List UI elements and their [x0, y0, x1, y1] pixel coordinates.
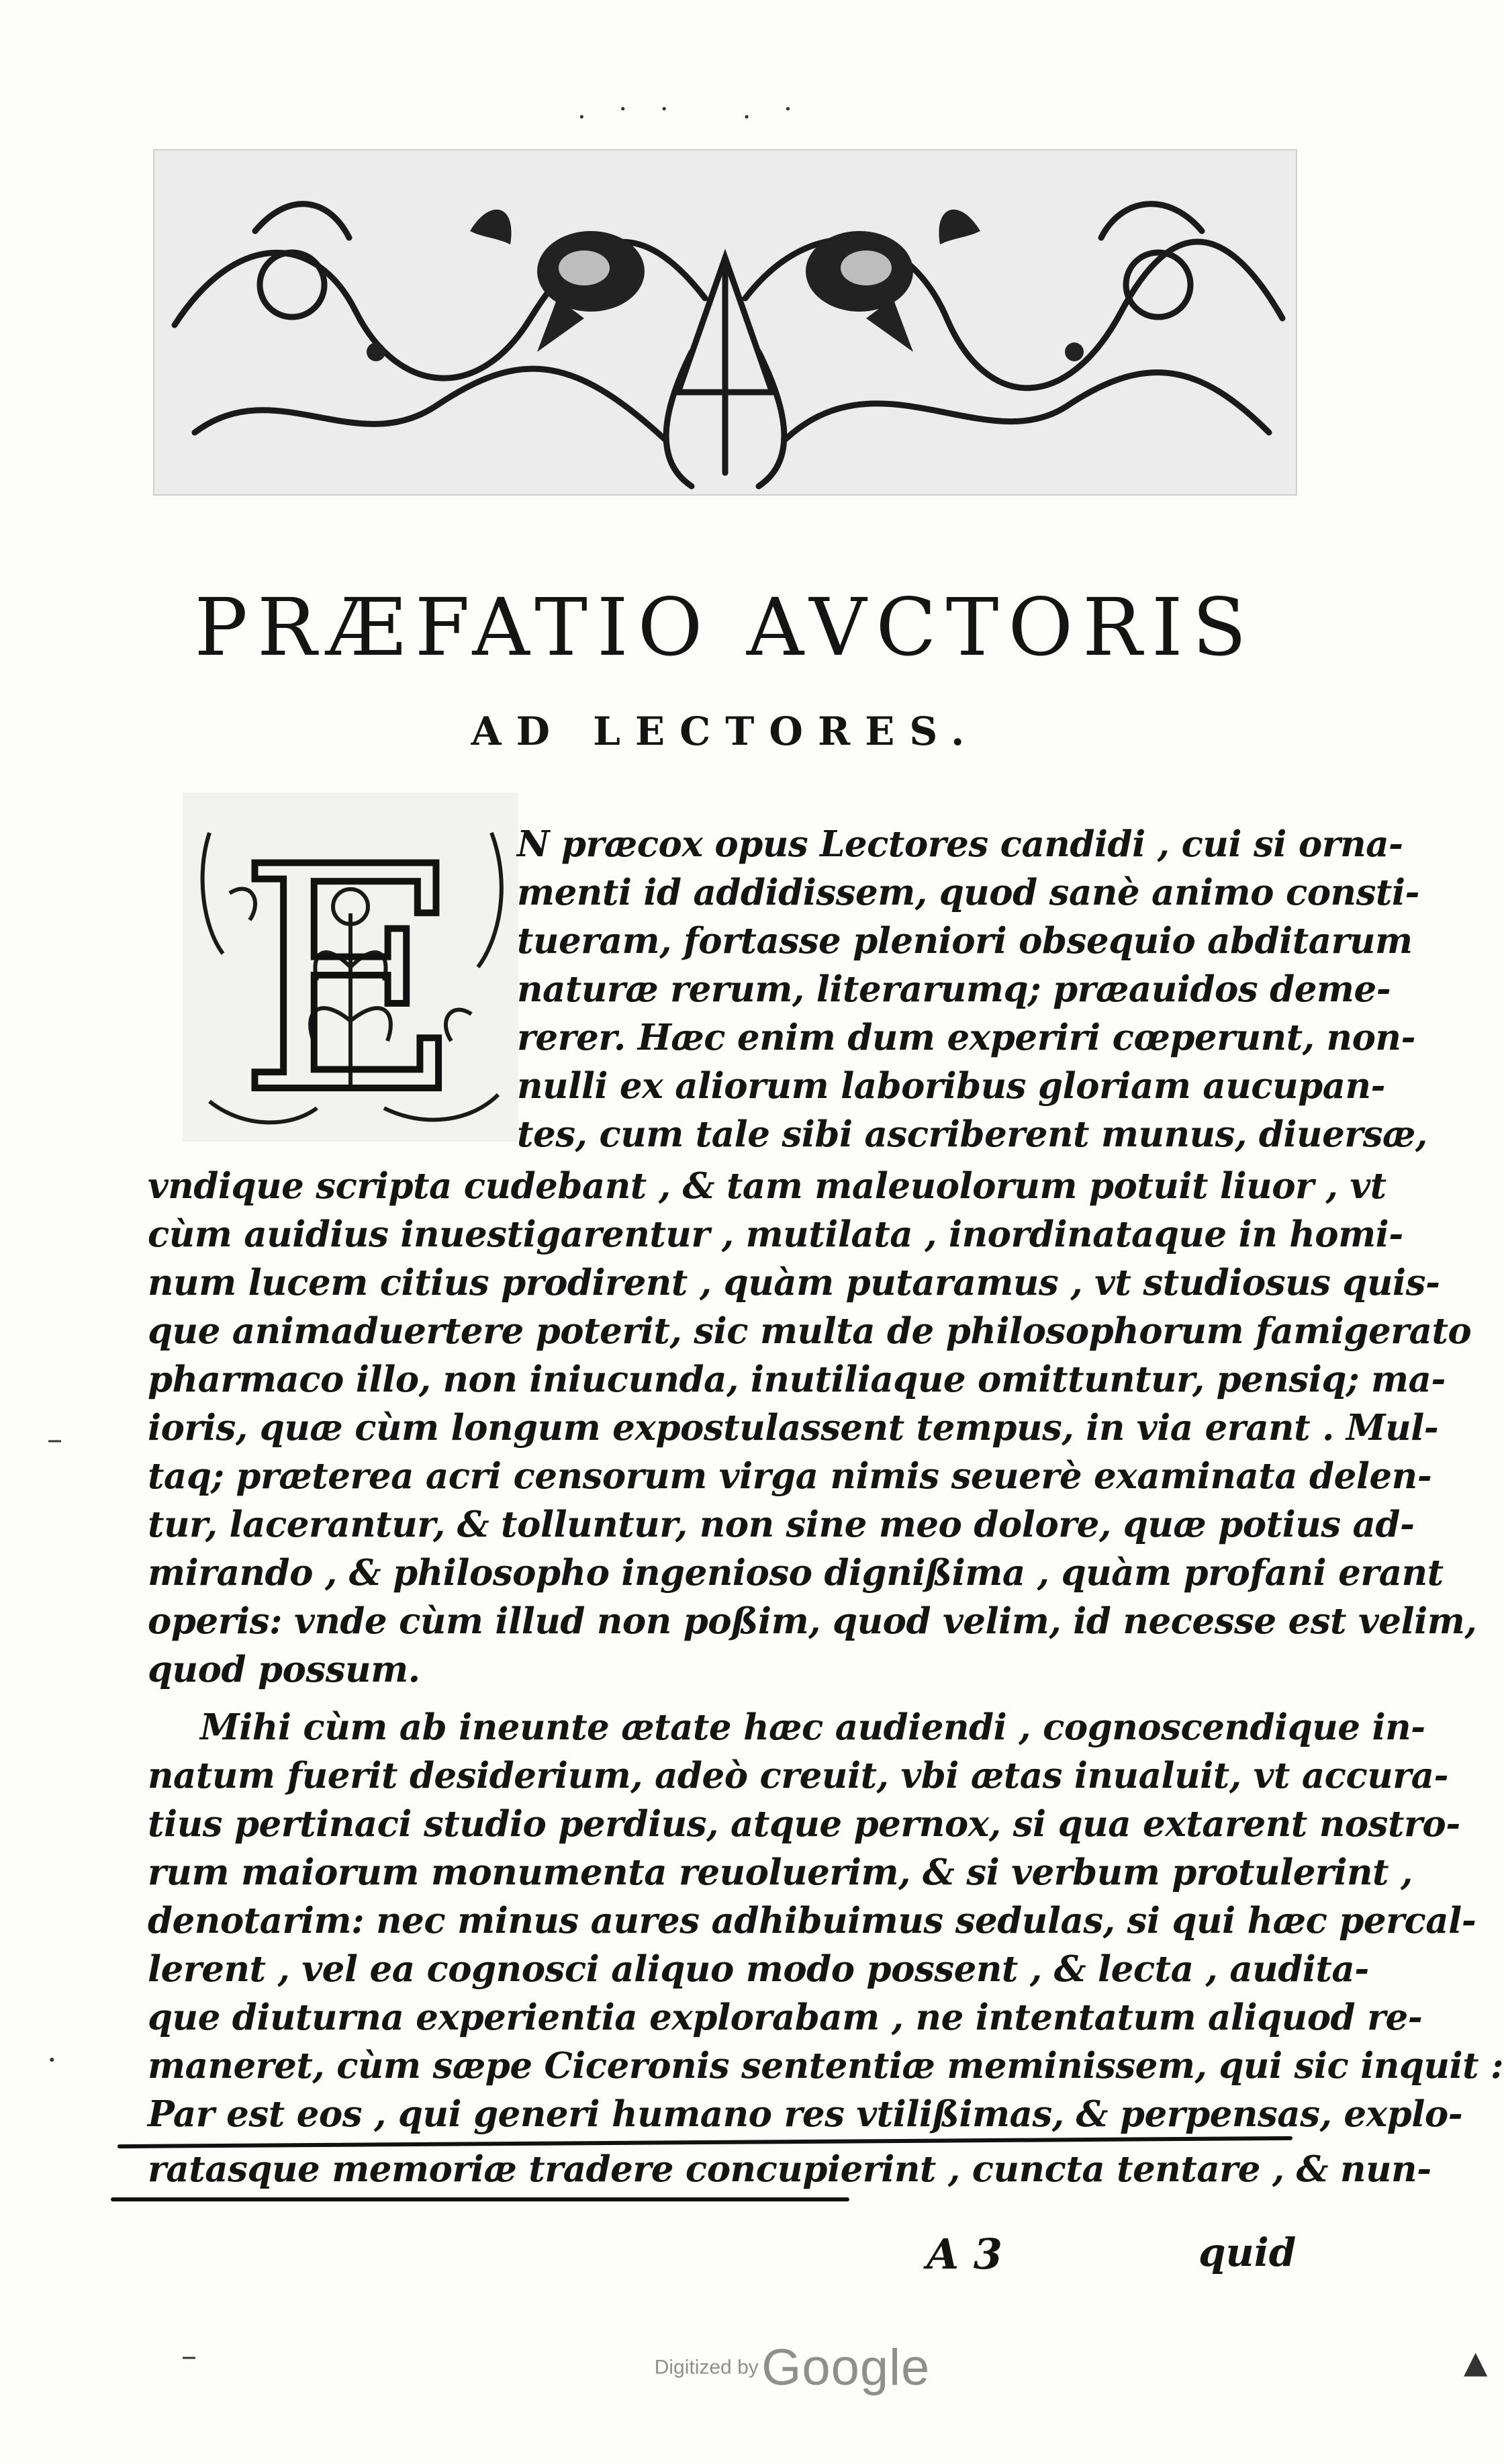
- text-line: Par est eos , qui generi humano res vtilißimas, & perpensas, explo-: [148, 2093, 1463, 2135]
- print-specks: . · · . ·: [577, 94, 804, 125]
- text-line: ratasque memoriæ tradere concupierint , cuncta tentare , & nun-: [148, 2148, 1431, 2190]
- text-line: que animaduertere poterit, sic multa de philosophorum famigerato: [148, 1310, 1472, 1352]
- decorated-initial: [183, 792, 518, 1142]
- text-line: taq; præterea acri censorum virga nimis seuerè examinata delen-: [148, 1455, 1432, 1497]
- text-line: tur, lacerantur, & tolluntur, non sine meo dolore, quæ potius ad-: [148, 1504, 1415, 1545]
- watermark-brand: Google: [761, 2339, 931, 2396]
- text-line: quod possum.: [148, 1649, 420, 1690]
- text-line: tius pertinaci studio perdius, atque pernox, si qua extarent nostro-: [148, 1803, 1460, 1845]
- text-line: num lucem citius prodirent , quàm putaramus , vt studiosus quis-: [148, 1262, 1440, 1304]
- text-line: maneret, cùm sæpe Ciceronis sententiæ meminissem, qui sic inquit :: [148, 2045, 1504, 2087]
- signature-mark: A 3: [927, 2230, 1002, 2279]
- text-line: vndique scripta cudebant , & tam maleuolorum potuit liuor , vt: [148, 1165, 1386, 1207]
- text-line: pharmaco illo, non iniucunda, inutiliaque omittuntur, pensiq; ma-: [148, 1359, 1446, 1400]
- text-line: nulli ex aliorum laboribus gloriam aucupan-: [517, 1065, 1386, 1107]
- handwritten-underline: [117, 2136, 1292, 2148]
- text-line: tueram, fortasse pleniori obsequio abditarum: [517, 920, 1413, 962]
- text-line: denotarim: nec minus aures adhibuimus sedulas, si qui hæc percal-: [148, 1900, 1476, 1942]
- initial-letter: E: [238, 802, 463, 1142]
- text-line: naturæ rerum, literarumq; præauidos deme-: [517, 968, 1391, 1010]
- handwritten-underline: [111, 2197, 849, 2201]
- text-line: rum maiorum monumenta reuoluerim, & si verbum protulerint ,: [148, 1852, 1413, 1893]
- text-line: operis: vnde cùm illud non poßim, quod velim, id necesse est velim,: [148, 1600, 1477, 1642]
- text-line: mirando , & philosopho ingenioso dignißima , quàm profani erant: [148, 1552, 1444, 1594]
- text-line: lerent , vel ea cognosci aliquo modo possent , & lecta , audita-: [148, 1948, 1369, 1990]
- text-line: natum fuerit desiderium, adeò creuit, vbi ætas inualuit, vt accura-: [148, 1755, 1449, 1796]
- margin-mark: –: [181, 2337, 197, 2373]
- margin-mark: ▲: [1464, 2344, 1488, 2380]
- margin-mark: –: [47, 1420, 62, 1457]
- margin-mark: ·: [47, 2042, 57, 2078]
- text-line: rerer. Hæc enim dum experiri cœperunt, non-: [517, 1017, 1415, 1058]
- text-line: ioris, quæ cùm longum expostulassent tempus, in via erant . Mul-: [148, 1407, 1439, 1449]
- text-line: tes, cum tale sibi ascriberent munus, diuersæ,: [517, 1113, 1427, 1155]
- page-subtitle: AD LECTORES.: [471, 709, 980, 754]
- catchword: quid: [1198, 2230, 1297, 2275]
- watermark-prefix: Digitized by: [654, 2356, 759, 2379]
- digitized-watermark: [624, 2338, 960, 2397]
- text-line: Mihi cùm ab ineunte ætate hæc audiendi , cognoscendique in-: [200, 1706, 1425, 1748]
- ornamental-headpiece: [153, 149, 1297, 496]
- page-title: PRÆFATIO AVCTORIS: [194, 581, 1256, 674]
- text-line: menti id addidissem, quod sanè animo consti-: [517, 872, 1420, 913]
- text-line: que diuturna experientia explorabam , ne intentatum aliquod re-: [148, 1997, 1423, 2038]
- text-line: N præcox opus Lectores candidi , cui si orna-: [517, 823, 1403, 865]
- text-line: cùm auidius inuestigarentur , mutilata , inordinataque in homi-: [148, 1214, 1403, 1255]
